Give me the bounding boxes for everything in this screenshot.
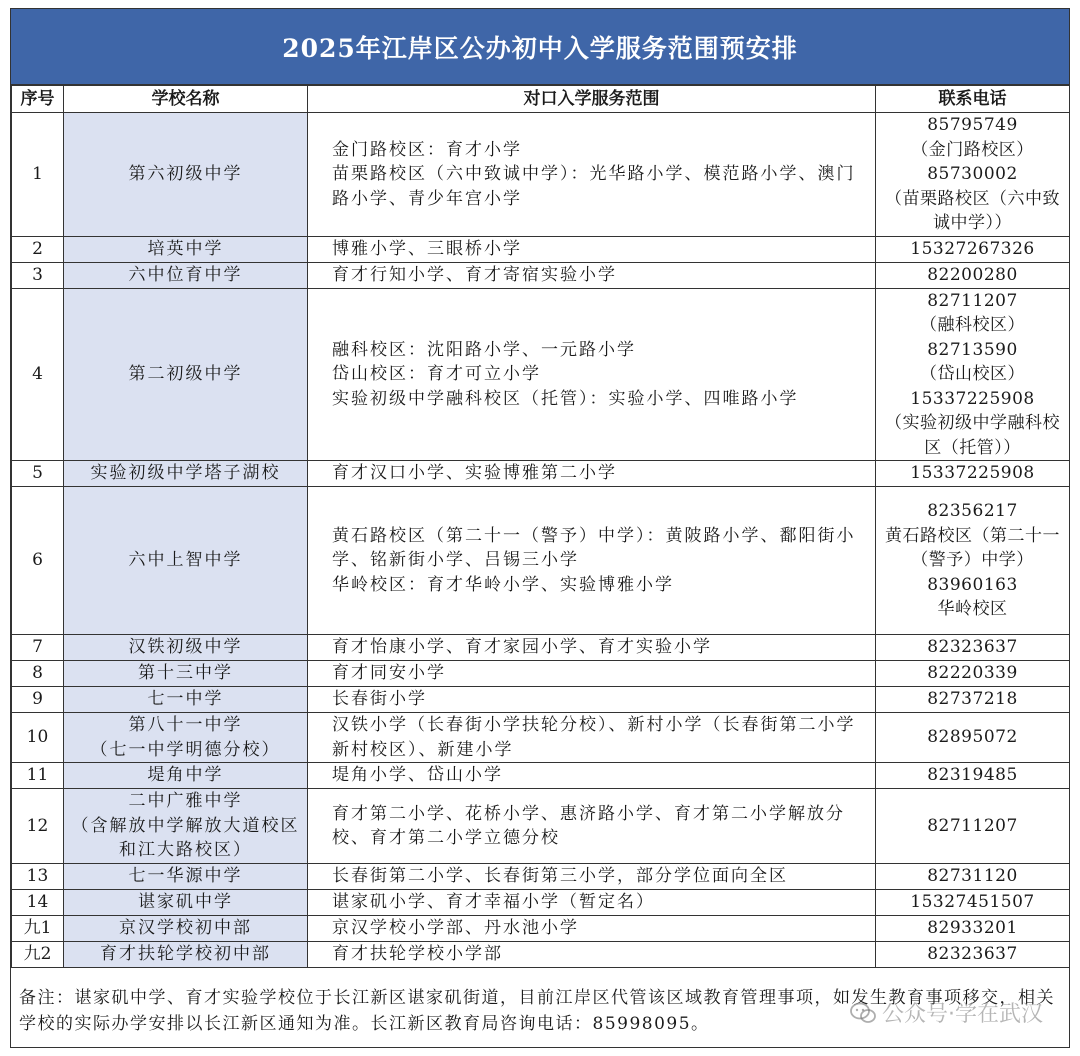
- cell-school-name: [64, 487, 308, 635]
- cell-no: 10: [12, 713, 64, 763]
- table-row: [12, 635, 1070, 661]
- header-phone: 联系电话: [876, 86, 1070, 113]
- cell-service-range-line: 堤角小学、岱山小学: [332, 765, 503, 786]
- cell-no: 4: [12, 288, 64, 461]
- cell-no: 11: [12, 763, 64, 789]
- cell-school-name: [64, 916, 308, 942]
- cell-phone-line: 82323637: [927, 944, 1018, 965]
- header-school-name: 学校名称: [64, 86, 308, 113]
- cell-service-range: [308, 262, 876, 288]
- cell-school-name: [64, 763, 308, 789]
- cell-phone-line: （苗栗路校区（六中致诚中学））: [885, 188, 1060, 233]
- cell-phone-line: 15337225908: [910, 463, 1035, 484]
- table-row: [12, 661, 1070, 687]
- table-row: [12, 789, 1070, 864]
- cell-school-name-line: 汉铁初级中学: [128, 637, 243, 658]
- cell-school-name: [64, 789, 308, 864]
- cell-phone: [876, 661, 1070, 687]
- cell-service-range-line: 育才扶轮学校小学部: [332, 944, 503, 965]
- cell-phone-line: 华岭校区: [937, 599, 1008, 620]
- cell-service-range-line: 金门路校区：育才小学: [332, 139, 522, 160]
- cell-service-range: [308, 461, 876, 487]
- cell-school-name-line: 京汉学校初中部: [119, 918, 252, 939]
- cell-service-range-line: 长春街小学: [332, 689, 427, 710]
- cell-school-name-line: 七一中学: [147, 689, 224, 710]
- cell-service-range-line: 谌家矶小学、育才幸福小学（暂定名）: [332, 892, 655, 913]
- cell-phone: [876, 916, 1070, 942]
- cell-service-range: [308, 113, 876, 237]
- cell-school-name-line: 六中位育中学: [128, 264, 243, 285]
- cell-service-range: [308, 288, 876, 461]
- cell-phone: [876, 635, 1070, 661]
- cell-phone-line: （金门路校区）: [911, 139, 1034, 160]
- cell-no: 8: [12, 661, 64, 687]
- cell-no: 九2: [12, 942, 64, 968]
- cell-school-name: [64, 713, 308, 763]
- cell-service-range: [308, 763, 876, 789]
- cell-no: 12: [12, 789, 64, 864]
- table-row: [12, 864, 1070, 890]
- cell-school-name-line: 第六初级中学: [128, 164, 243, 184]
- cell-phone: [876, 789, 1070, 864]
- table-row: [12, 113, 1070, 237]
- cell-school-name: [64, 635, 308, 661]
- cell-phone-line: 黄石路校区（第二十一: [885, 525, 1060, 546]
- cell-school-name: [64, 661, 308, 687]
- table-row: [12, 713, 1070, 763]
- cell-school-name-line: （七一中学明德分校）: [90, 739, 281, 760]
- cell-service-range-line: 育才怡康小学、育才家园小学、育才实验小学: [332, 637, 712, 658]
- cell-phone: [876, 461, 1070, 487]
- cell-phone-line: 82895072: [927, 727, 1018, 748]
- cell-service-range: [308, 661, 876, 687]
- cell-phone: [876, 113, 1070, 237]
- cell-school-name-line: 培英中学: [147, 238, 224, 259]
- cell-no: 2: [12, 236, 64, 262]
- cell-phone-line: 83960163: [927, 574, 1018, 595]
- cell-no: 13: [12, 864, 64, 890]
- cell-no: 3: [12, 262, 64, 288]
- cell-phone-line: 82731120: [927, 866, 1018, 887]
- cell-service-range-line: 华岭校区：育才华岭小学、实验博雅小学: [332, 574, 674, 595]
- table-row: [12, 687, 1070, 713]
- cell-service-range-line: 苗栗路校区（六中致诚中学）：光华路小学、模范路小学、澳门路小学、青少年宫小学: [332, 164, 856, 209]
- cell-phone-line: （警予）中学）: [911, 550, 1034, 571]
- cell-service-range: [308, 916, 876, 942]
- cell-phone-line: 15327451507: [910, 892, 1035, 913]
- wechat-icon: [850, 1002, 876, 1024]
- cell-phone-line: 15327267326: [910, 238, 1035, 259]
- cell-service-range: [308, 864, 876, 890]
- cell-phone-line: （岱山校区）: [920, 364, 1025, 384]
- table-row: [12, 461, 1070, 487]
- cell-phone: [876, 864, 1070, 890]
- cell-school-name-line: 第二初级中学: [128, 364, 243, 384]
- cell-no: 7: [12, 635, 64, 661]
- table-row: [12, 262, 1070, 288]
- cell-service-range-line: 博雅小学、三眼桥小学: [332, 238, 522, 259]
- cell-school-name: [64, 236, 308, 262]
- cell-school-name-line: 六中上智中学: [128, 550, 243, 571]
- table-row: [12, 763, 1070, 789]
- table-row: [12, 890, 1070, 916]
- cell-phone-line: 82356217: [927, 501, 1018, 522]
- cell-phone: [876, 890, 1070, 916]
- cell-service-range-line: 育才汉口小学、实验博雅第二小学: [332, 463, 617, 484]
- table-row: [12, 916, 1070, 942]
- cell-phone-line: 82737218: [927, 689, 1018, 710]
- cell-phone-line: 82933201: [927, 918, 1018, 939]
- cell-school-name-line: 堤角中学: [147, 765, 224, 786]
- cell-phone: [876, 687, 1070, 713]
- cell-phone-line: 82319485: [927, 765, 1018, 786]
- footnote: 备注：谌家矶中学、育才实验学校位于长江新区谌家矶街道，目前江岸区代管该区域教育管理事项，如发生教育事项移交，相关学校的实际办学安排以长江新区通知为准。长江新区教育局咨询电话：85998095。: [19, 988, 1055, 1034]
- cell-no: 6: [12, 487, 64, 635]
- cell-phone-line: 85730002: [927, 164, 1018, 184]
- cell-school-name-line: 谌家矶中学: [138, 892, 233, 913]
- cell-service-range-line: 岱山校区：育才可立小学: [332, 364, 541, 384]
- cell-school-name: [64, 262, 308, 288]
- cell-phone: [876, 288, 1070, 461]
- cell-phone: [876, 763, 1070, 789]
- cell-service-range-line: 实验初级中学融科校区（托管）：实验小学、四唯路小学: [332, 388, 799, 409]
- cell-service-range: [308, 789, 876, 864]
- cell-school-name: [64, 864, 308, 890]
- cell-school-name-line: 第十三中学: [138, 663, 233, 684]
- cell-phone-line: 15337225908: [910, 388, 1035, 409]
- cell-school-name-line: 第八十一中学: [128, 715, 243, 735]
- cell-no: 九1: [12, 916, 64, 942]
- page-title: 2025年江岸区公办初中入学服务范围预安排: [11, 9, 1069, 85]
- cell-school-name: [64, 461, 308, 487]
- cell-school-name-line: 育才扶轮学校初中部: [100, 944, 271, 965]
- header-no: 序号: [12, 86, 64, 113]
- cell-service-range-line: 黄石路校区（第二十一（警予）中学）：黄陂路小学、鄱阳街小学、铭新街小学、吕锡三小学: [332, 525, 856, 571]
- cell-phone-line: 82323637: [927, 637, 1018, 658]
- cell-school-name-line: 实验初级中学塔子湖校: [90, 463, 281, 484]
- cell-service-range: [308, 713, 876, 763]
- admission-table-sheet: [10, 8, 1070, 1048]
- cell-no: 14: [12, 890, 64, 916]
- cell-service-range-line: 京汉学校小学部、丹水池小学: [332, 918, 579, 939]
- cell-phone-line: （融科校区）: [920, 315, 1025, 335]
- cell-phone: [876, 713, 1070, 763]
- table-body: [12, 113, 1070, 968]
- table-row: [12, 236, 1070, 262]
- watermark: [850, 997, 1043, 1028]
- cell-phone-line: 82200280: [927, 264, 1018, 285]
- cell-phone-line: （实验初级中学融科校区（托管））: [885, 413, 1060, 458]
- table-row: [12, 487, 1070, 635]
- watermark-text: 公众号·学在武汉: [882, 1002, 1043, 1027]
- cell-service-range: [308, 635, 876, 661]
- cell-service-range: [308, 687, 876, 713]
- cell-service-range-line: 融科校区：沈阳路小学、一元路小学: [332, 339, 636, 360]
- cell-service-range-line: 育才第二小学、花桥小学、惠济路小学、育才第二小学解放分校、育才第二小学立德分校: [332, 803, 845, 848]
- cell-school-name: [64, 687, 308, 713]
- cell-school-name: [64, 288, 308, 461]
- cell-service-range-line: 长春街第二小学、长春街第三小学，部分学位面向全区: [332, 866, 788, 887]
- cell-phone: [876, 236, 1070, 262]
- cell-no: 5: [12, 461, 64, 487]
- cell-service-range-line: 育才同安小学: [332, 663, 446, 684]
- cell-school-name: [64, 890, 308, 916]
- cell-no: 1: [12, 113, 64, 237]
- cell-school-name-line: （含解放中学解放大道校区和江大路校区）: [71, 815, 300, 861]
- cell-phone-line: 85795749: [927, 115, 1018, 135]
- cell-service-range-line: 育才行知小学、育才寄宿实验小学: [332, 264, 617, 285]
- cell-school-name-line: 二中广雅中学: [128, 791, 243, 812]
- cell-service-range: [308, 487, 876, 635]
- cell-service-range: [308, 890, 876, 916]
- table-row: [12, 288, 1070, 461]
- cell-no: 9: [12, 687, 64, 713]
- cell-phone-line: 82220339: [927, 663, 1018, 684]
- cell-phone: [876, 262, 1070, 288]
- header-service-range: 对口入学服务范围: [308, 86, 876, 113]
- cell-school-name-line: 七一华源中学: [128, 866, 243, 887]
- cell-phone-line: 82713590: [927, 339, 1018, 360]
- cell-school-name: [64, 113, 308, 237]
- admission-table: [11, 85, 1070, 968]
- cell-phone: [876, 487, 1070, 635]
- table-header-row: [12, 86, 1070, 113]
- cell-phone-line: 82711207: [927, 815, 1018, 836]
- cell-phone-line: 82711207: [927, 290, 1018, 311]
- cell-service-range: [308, 236, 876, 262]
- cell-service-range-line: 汉铁小学（长春街小学扶轮分校）、新村小学（长春街第二小学新村校区）、新建小学: [332, 715, 856, 760]
